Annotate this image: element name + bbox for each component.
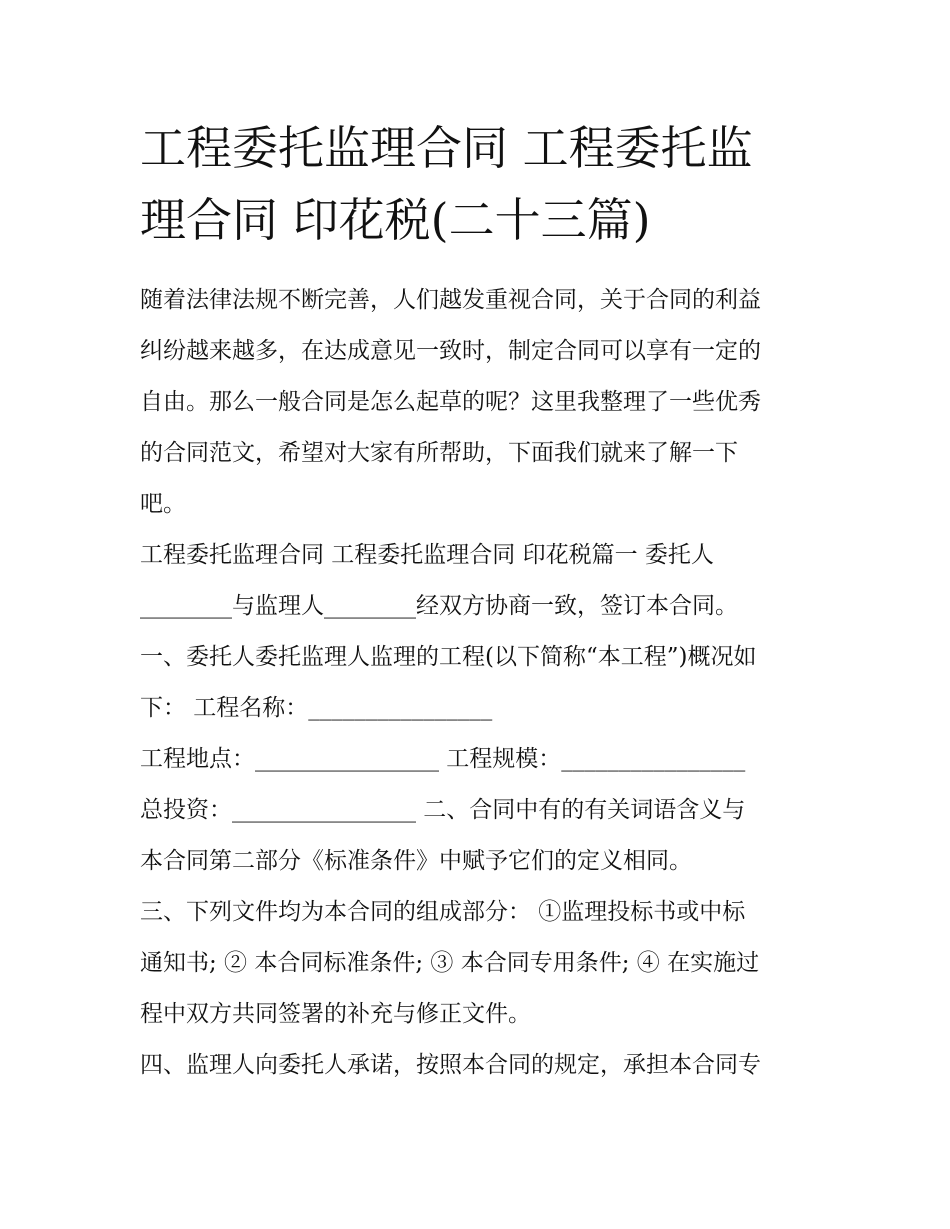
body-line: 工程地点：________________ 工程规模：________________ [140, 746, 746, 772]
title-line: 理合同 印花税(二十三篇) [140, 193, 651, 247]
body-line: 本合同第二部分《标准条件》中赋予它们的定义相同。 [140, 848, 692, 874]
document-title [140, 112, 830, 256]
body-line: 吧。 [140, 491, 186, 517]
body-line: 的合同范文，希望对大家有所帮助，下面我们就来了解一下 [140, 440, 738, 466]
body-line: 三、下列文件均为本合同的组成部分： ①监理投标书或中标 [140, 899, 746, 925]
body-line: ________与监理人________经双方协商一致，签订本合同。 [140, 593, 738, 619]
body-line: 自由。那么一般合同是怎么起草的呢？这里我整理了一些优秀 [140, 389, 761, 415]
body-line: 工程委托监理合同 工程委托监理合同 印花税篇一 委托人 [140, 542, 714, 568]
body-line: 纠纷越来越多，在达成意见一致时，制定合同可以享有一定的 [140, 338, 761, 364]
body-line: 一、委托人委托监理人监理的工程(以下简称“本工程”)概况如 [140, 644, 757, 670]
body-line: 程中双方共同签署的补充与修正文件。 [140, 1001, 531, 1027]
document-body [140, 275, 830, 1091]
body-line: 随着法律法规不断完善，人们越发重视合同，关于合同的利益 [140, 287, 761, 313]
body-line: 下： 工程名称：________________ [140, 695, 493, 721]
body-line: 四、监理人向委托人承诺，按照本合同的规定，承担本合同专 [140, 1052, 761, 1078]
title-line: 工程委托监理合同 工程委托监 [140, 121, 753, 175]
body-line: 总投资：________________ 二、合同中有的有关词语含义与 [140, 797, 746, 823]
body-line: 通知书; ② 本合同标准条件; ③ 本合同专用条件; ④ 在实施过 [140, 950, 760, 976]
